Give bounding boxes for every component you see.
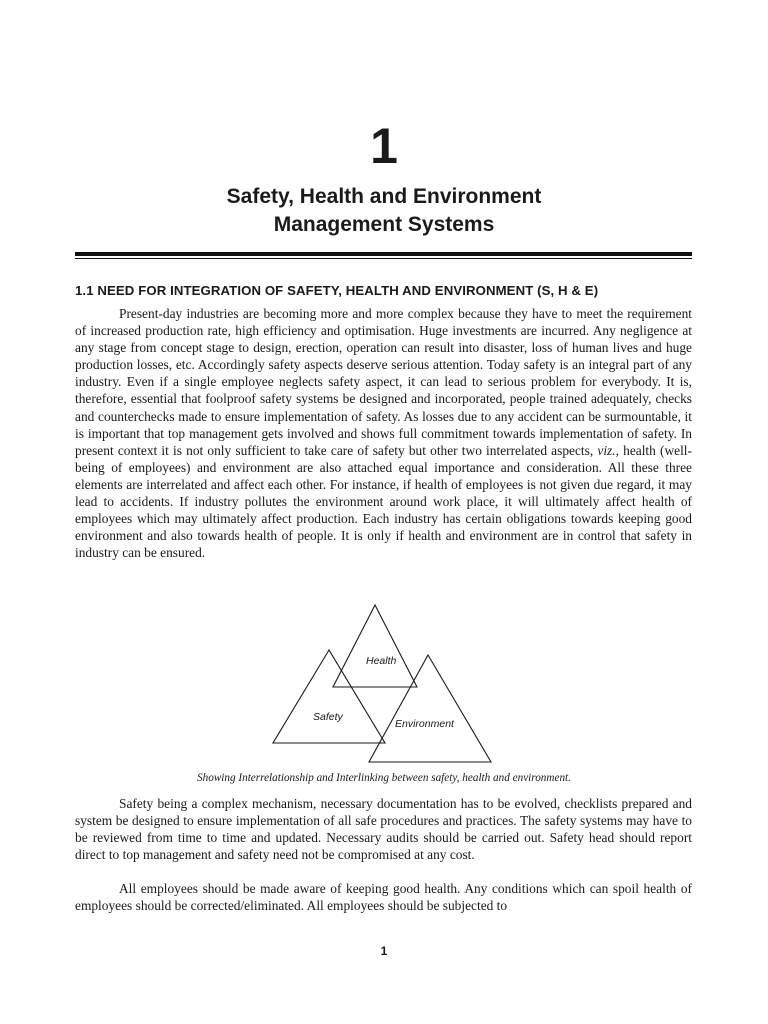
chapter-title-line-1: Safety, Health and Environment	[226, 185, 542, 208]
health-triangle	[333, 605, 417, 687]
diagram-label-health: Health	[366, 655, 397, 667]
chapter-number: 1	[370, 118, 398, 174]
chapter-title	[0, 183, 768, 239]
paragraph-3: All employees should be made aware of keeping good health. Any conditions which can spoil health of employees should be corrected/eliminated. All employees should be subjected to	[75, 881, 692, 914]
title-rule-thin	[75, 258, 692, 259]
paragraph-1	[75, 305, 692, 561]
title-rule-thick	[75, 252, 692, 256]
page-number: 1	[380, 944, 388, 958]
paragraph-1-viz: viz.	[597, 442, 616, 458]
diagram-label-environment: Environment	[395, 718, 454, 730]
diagram-caption: Showing Interrelationship and Interlinking between safety, health and environment.	[197, 772, 571, 784]
environment-triangle	[369, 655, 491, 762]
section-heading: 1.1 NEED FOR INTEGRATION OF SAFETY, HEALTH AND ENVIRONMENT (S, H & E)	[75, 283, 599, 298]
paragraph-2: Safety being a complex mechanism, necessary documentation has to be evolved, checklists prepared and system be designed to ensure implementation of all safe procedures and practices. The safety systems may have to be reviewed from time to time and updated. Necessary audits should be carried out. Safety head should report direct to top management and safety need not be compromised at any cost.	[75, 796, 692, 863]
she-triangle-diagram	[0, 600, 768, 765]
diagram-label-safety: Safety	[313, 711, 343, 723]
chapter-title-line-2: Management Systems	[273, 213, 495, 236]
paragraph-1-part-a: Present-day industries are becoming more and more complex because they have to meet the requirement of increased production rate, high efficiency and optimisation. Huge investments are incurred. Any negligence at any stage from concept stage to design, erection, operation can result into disaster, loss of human lives and huge production losses, etc. Accordingly safety aspects deserve serious attention. Today safety is an integral part of any industry. Even if a single employee neglects safety aspect, it can lead to serious problem for everybody. It is, therefore, essential that foolproof safety systems be designed and incorporated, people trained adequately, checks and counterchecks made to ensure implementation of safety. As losses due to any accident can be surmountable, it is important that top management gets involved and shows full commitment towards implementation of safety. In present context it is not only sufficient to take care of safety but other two interrelated aspects,	[75, 306, 692, 458]
paragraph-1-part-b: , health (well-being of employees) and environment are also attached equal importance and consideration. All these three elements are interrelated and affect each other. For instance, if health of employees is not given due regard, it may lead to accidents. If industry pollutes the environment around work place, it will ultimately affect health of employees which may ultimately affect production. Each industry has certain obligations towards keeping good environment and also towards health of people. It is only if health and environment are in control that safety in industry can be ensured.	[75, 442, 692, 561]
